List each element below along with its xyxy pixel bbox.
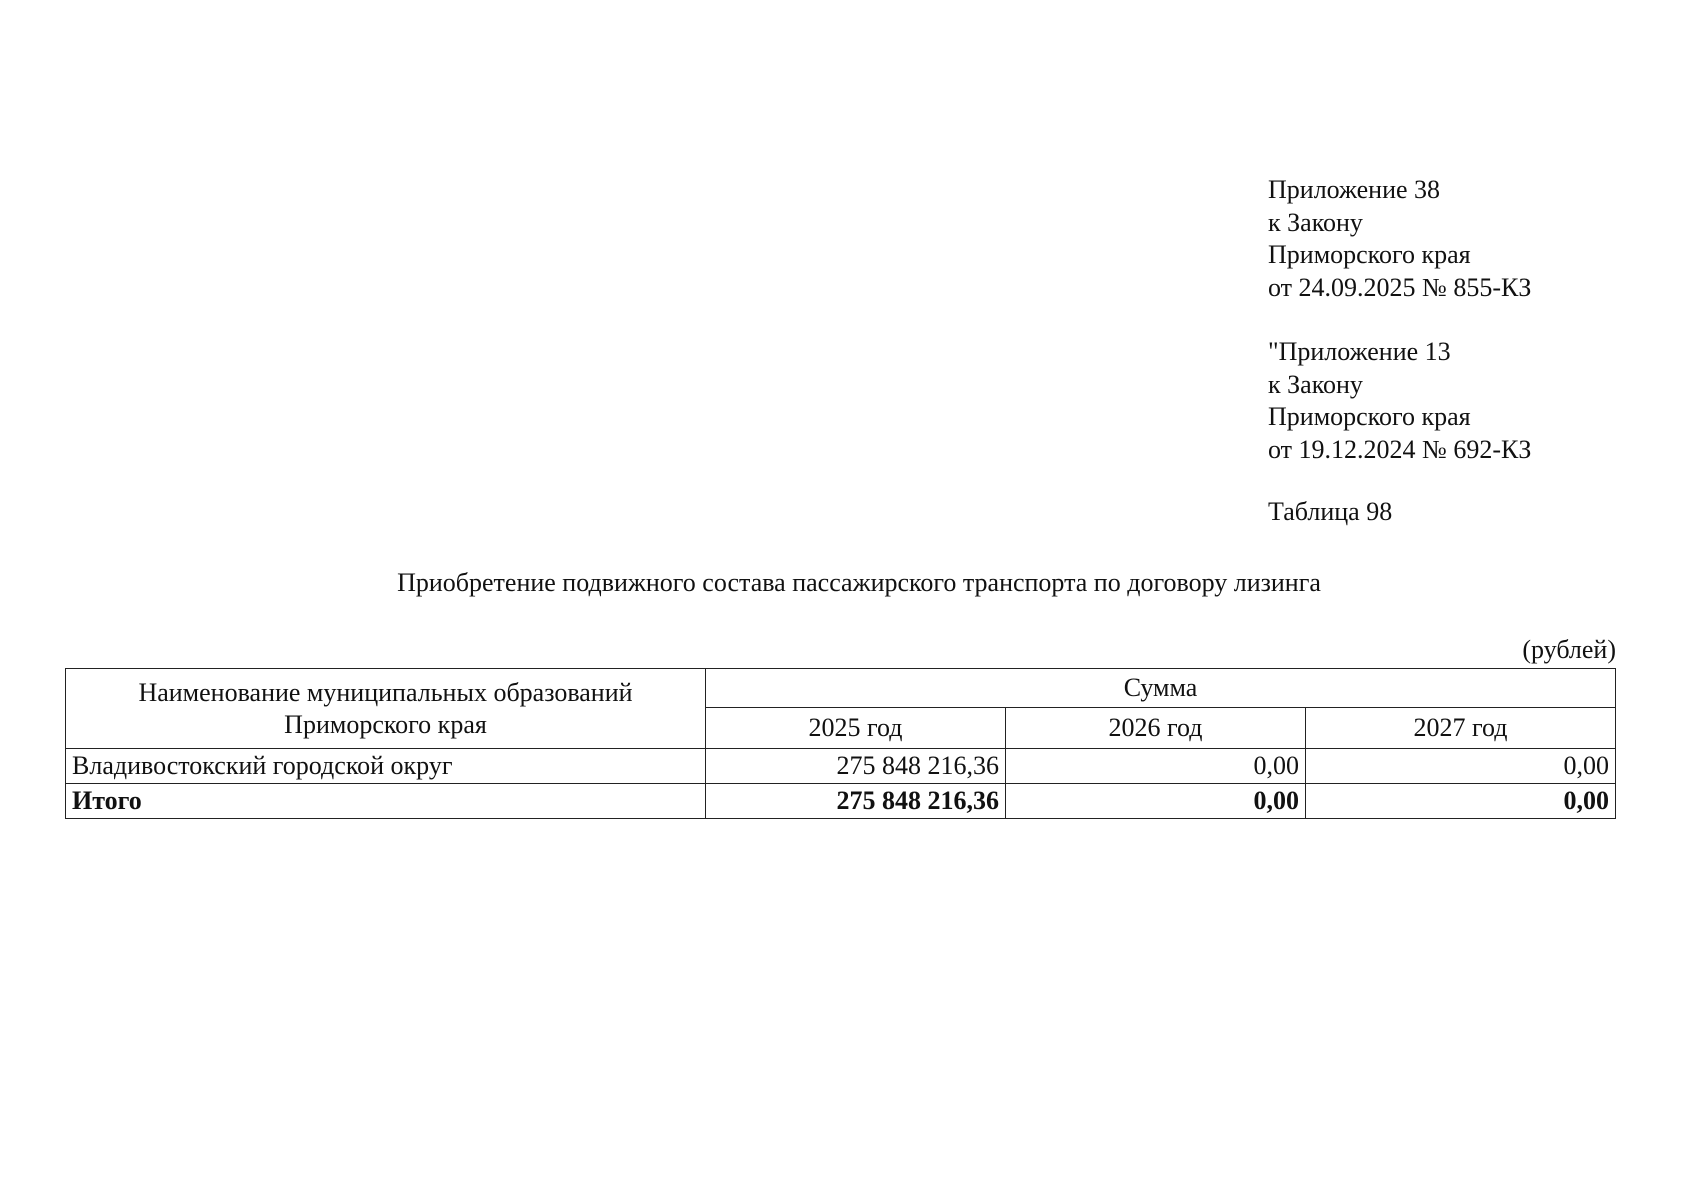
amended-appendix-line: к Закону	[1268, 369, 1363, 399]
total-2025: 275 848 216,36	[706, 784, 1006, 819]
appendix-line: от 24.09.2025 № 855-КЗ	[1268, 272, 1532, 302]
municipality-header-line2: Приморского края	[284, 709, 487, 739]
table-row	[66, 749, 1616, 784]
year-header-2027: 2027 год	[1306, 708, 1616, 749]
year-header-2025: 2025 год	[706, 708, 1006, 749]
document-title-row	[0, 567, 1698, 599]
units-label: (рублей)	[1522, 635, 1616, 664]
municipality-header	[66, 669, 706, 749]
table-number: Таблица 98	[1268, 497, 1393, 526]
sum-header: Сумма	[706, 669, 1616, 708]
total-2026: 0,00	[1006, 784, 1306, 819]
amount-2026: 0,00	[1006, 749, 1306, 784]
municipality-name: Владивостокский городской округ	[66, 749, 706, 784]
allocation-table	[65, 668, 1616, 819]
amended-appendix-line: "Приложение 13	[1268, 337, 1451, 366]
document-title: Приобретение подвижного состава пассажирского транспорта по договору лизинга	[397, 568, 1321, 597]
amount-2025: 275 848 216,36	[706, 749, 1006, 784]
total-label: Итого	[66, 784, 706, 819]
amount-2027: 0,00	[1306, 749, 1616, 784]
appendix-line: Приложение 38	[1268, 175, 1441, 204]
year-header-2026: 2026 год	[1006, 708, 1306, 749]
appendix-line: Приморского края	[1268, 240, 1471, 269]
municipality-header-line1: Наименование муниципальных образований	[138, 677, 633, 707]
total-row	[66, 784, 1616, 819]
amended-appendix-line: Приморского края	[1268, 402, 1471, 431]
total-2027: 0,00	[1306, 784, 1616, 819]
amended-appendix-line: от 19.12.2024 № 692-КЗ	[1268, 434, 1532, 464]
appendix-header	[1268, 174, 1531, 529]
appendix-line: к Закону	[1268, 207, 1363, 237]
